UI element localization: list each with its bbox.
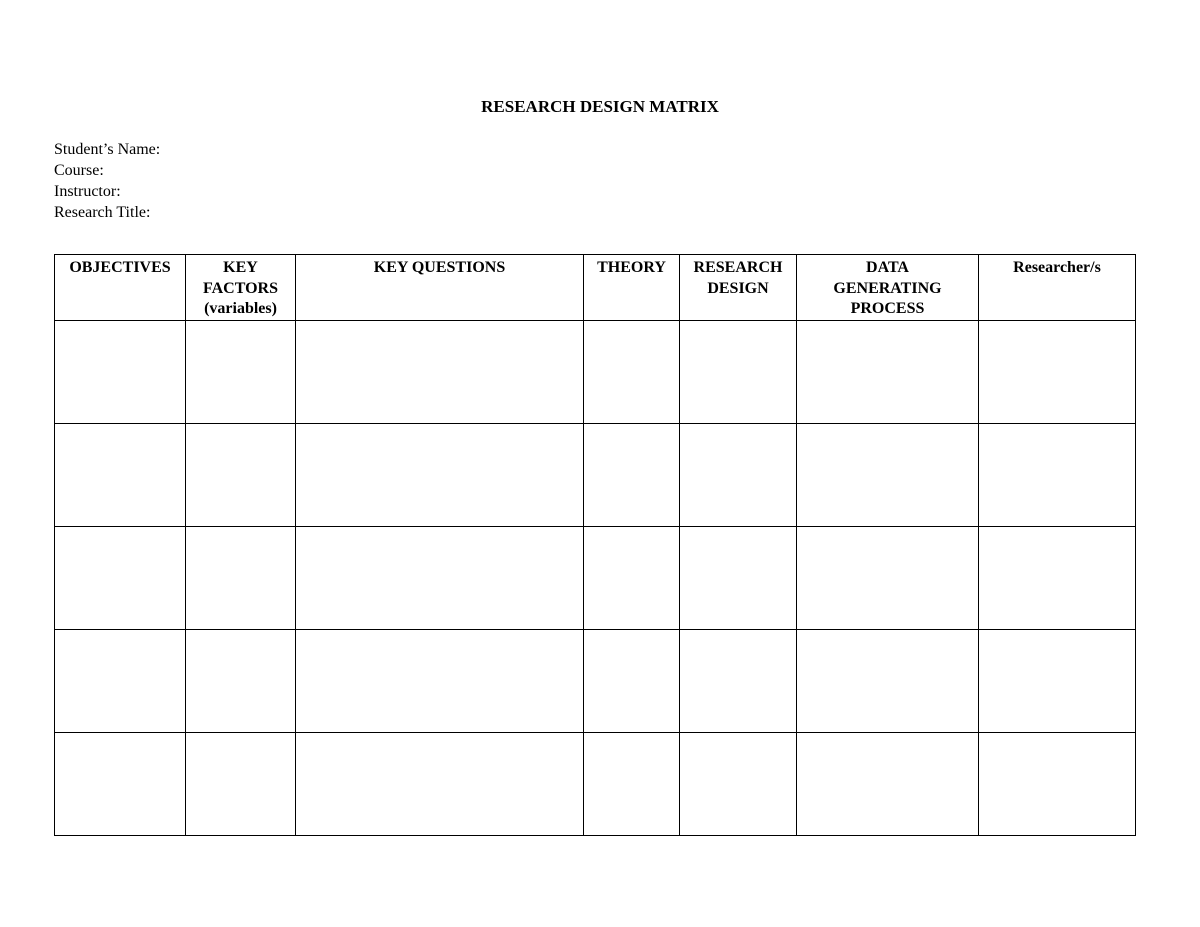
table-cell (55, 423, 186, 526)
table-cell (797, 732, 979, 835)
table-cell (186, 320, 296, 423)
document-title: RESEARCH DESIGN MATRIX (481, 97, 719, 116)
research-title-label: Research Title: (54, 204, 151, 221)
table-row (55, 732, 1136, 835)
table-cell (584, 320, 680, 423)
table-cell (584, 732, 680, 835)
table-row (55, 423, 1136, 526)
student-info-block (54, 139, 160, 223)
header-theory: THEORY (584, 255, 680, 321)
table-cell (296, 732, 584, 835)
table-cell (296, 423, 584, 526)
table-cell (296, 526, 584, 629)
table-cell (680, 629, 797, 732)
table-cell (186, 629, 296, 732)
table-cell (797, 629, 979, 732)
table-cell (680, 732, 797, 835)
header-key-questions: KEY QUESTIONS (296, 255, 584, 321)
table-cell (979, 526, 1136, 629)
header-objectives: OBJECTIVES (55, 255, 186, 321)
table-cell (979, 320, 1136, 423)
table-cell (797, 526, 979, 629)
table-cell (296, 320, 584, 423)
table-cell (296, 629, 584, 732)
table-cell (584, 629, 680, 732)
table-cell (979, 732, 1136, 835)
course-label: Course: (54, 162, 104, 179)
table-cell (680, 320, 797, 423)
student-name-label: Student’s Name: (54, 141, 161, 158)
table-cell (584, 423, 680, 526)
instructor-label: Instructor: (54, 183, 121, 200)
table-cell (680, 423, 797, 526)
header-key-factors: KEY FACTORS (variables) (186, 255, 296, 321)
table-cell (186, 526, 296, 629)
table-row (55, 629, 1136, 732)
header-research-design: RESEARCH DESIGN (680, 255, 797, 321)
header-data-generating-process: DATA GENERATING PROCESS (797, 255, 979, 321)
table-row (55, 526, 1136, 629)
table-cell (979, 629, 1136, 732)
table-cell (979, 423, 1136, 526)
table-cell (55, 526, 186, 629)
header-researchers: Researcher/s (979, 255, 1136, 321)
table-cell (797, 320, 979, 423)
research-design-matrix-table (54, 254, 1136, 836)
table-cell (55, 320, 186, 423)
table-cell (584, 526, 680, 629)
table-cell (55, 629, 186, 732)
table-row (55, 320, 1136, 423)
table-cell (186, 423, 296, 526)
table-cell (680, 526, 797, 629)
table-cell (55, 732, 186, 835)
table-header-row (55, 255, 1136, 321)
table-cell (186, 732, 296, 835)
table-cell (797, 423, 979, 526)
